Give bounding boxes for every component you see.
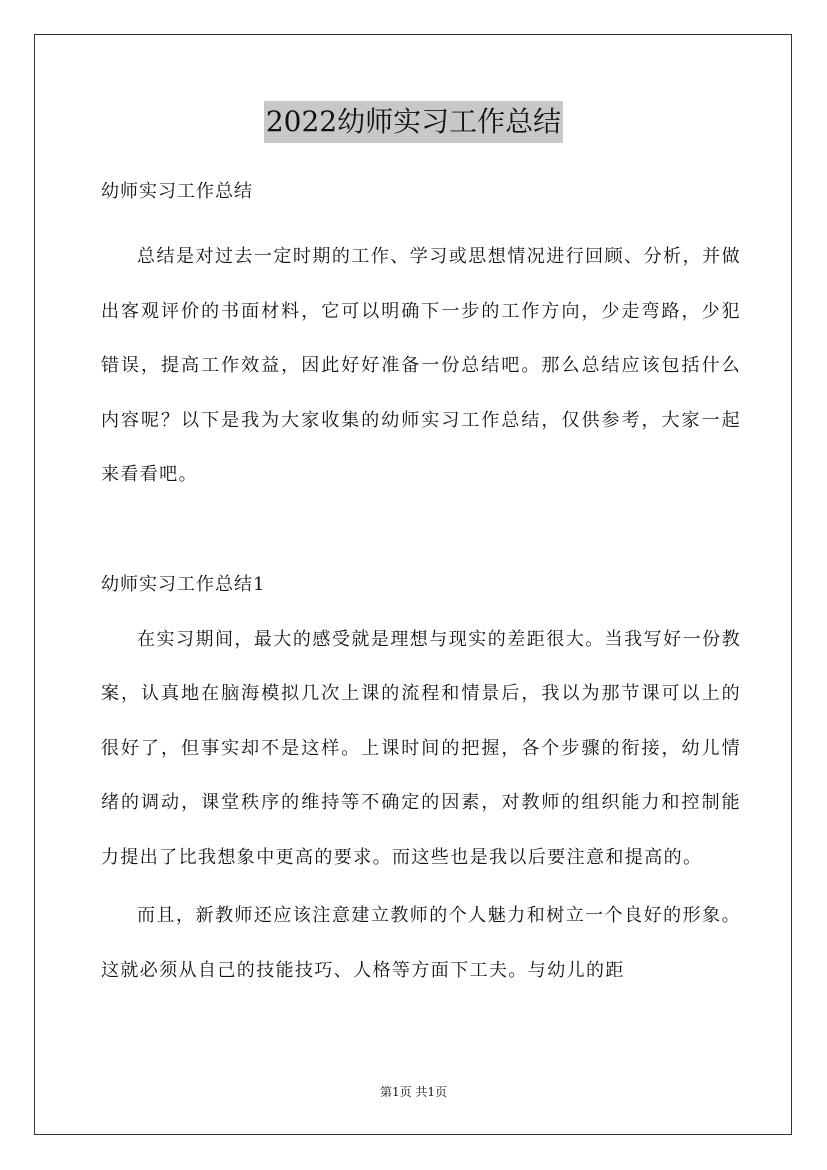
section-gap	[101, 503, 741, 565]
section1-paragraph-2: 而且，新教师还应该注意建立教师的个人魅力和树立一个良好的形象。这就必须从自己的技能技巧、人格等方面下工夫。与幼儿的距	[101, 905, 741, 981]
title-container	[0, 101, 827, 143]
section1-heading: 幼师实习工作总结1	[101, 573, 266, 595]
document-body	[101, 172, 741, 998]
intro-heading: 幼师实习工作总结	[101, 181, 253, 202]
page-number: 第1页 共1页	[379, 1085, 448, 1099]
intro-paragraph: 总结是对过去一定时期的工作、学习或思想情况进行回顾、分析，并做出客观评价的书面材料，它可以明确下一步的工作方向，少走弯路，少犯错误，提高工作效益，因此好好准备一份总结吧。那么总结应该包括什么内容呢？以下是我为大家收集的幼师实习工作总结，仅供参考，大家一起来看看吧。	[101, 246, 741, 485]
section1-paragraph-1: 在实习期间，最大的感受就是理想与现实的差距很大。当我写好一份教案，认真地在脑海模拟几次上课的流程和情景后，我以为那节课可以上的很好了，但事实却不是这样。上课时间的把握，各个步骤的衔接，幼儿情绪的调动，课堂秩序的维持等不确定的因素，对教师的组织能力和控制能力提出了比我想象中更高的要求。而这些也是我以后要注意和提高的。	[101, 628, 741, 868]
document-title: 2022幼师实习工作总结	[264, 101, 563, 143]
page-footer	[0, 1082, 827, 1102]
